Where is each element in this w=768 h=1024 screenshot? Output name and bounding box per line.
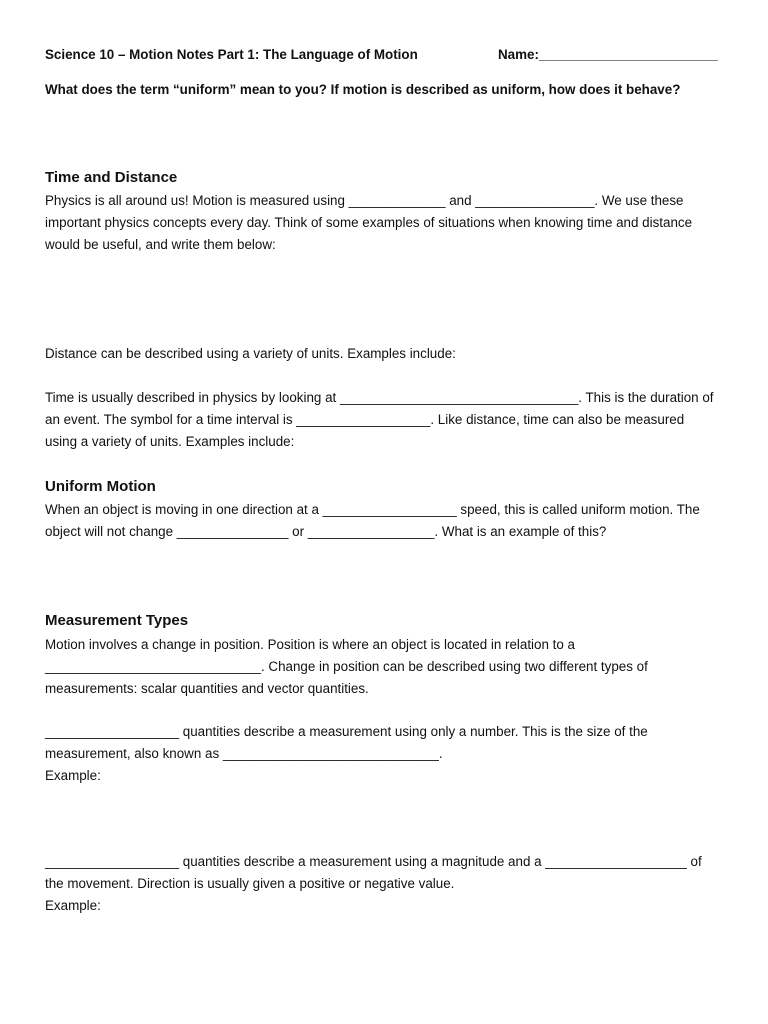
example-label: Example: bbox=[45, 898, 101, 913]
paragraph-line: __________________ quantities describe a measurement using only a number. This is the size of the bbox=[45, 724, 648, 739]
paragraph-line: would be useful, and write them below: bbox=[45, 237, 276, 252]
paragraph-line: an event. The symbol for a time interval is __________________. Like distance, time can also be measured bbox=[45, 412, 685, 427]
name-field: Name:________________________ bbox=[498, 47, 718, 62]
distance-units-line: Distance can be described using a variety of units. Examples include: bbox=[45, 346, 456, 361]
paragraph-line: __________________ quantities describe a measurement using a magnitude and a ___________________ of bbox=[45, 854, 702, 869]
paragraph-line: using a variety of units. Examples include: bbox=[45, 434, 295, 449]
example-label: Example: bbox=[45, 768, 101, 783]
paragraph-line: measurement, also known as _____________________________. bbox=[45, 746, 443, 761]
paragraph-line: Physics is all around us! Motion is measured using _____________ and ________________. We use these bbox=[45, 193, 684, 208]
paragraph-line: When an object is moving in one direction at a __________________ speed, this is called uniform motion. The bbox=[45, 502, 700, 517]
paragraph-line: _____________________________. Change in position can be described using two different types of bbox=[45, 659, 648, 674]
paragraph-line: the movement. Direction is usually given a positive or negative value. bbox=[45, 876, 455, 891]
paragraph-line: Motion involves a change in position. Position is where an object is located in relation to a bbox=[45, 637, 575, 652]
paragraph-line: Time is usually described in physics by looking at ________________________________. This is the duration of bbox=[45, 390, 714, 405]
paragraph-line: measurements: scalar quantities and vector quantities. bbox=[45, 681, 369, 696]
paragraph-line: object will not change _______________ or _________________. What is an example of this? bbox=[45, 524, 607, 539]
section-heading-measurement-types: Measurement Types bbox=[45, 612, 189, 629]
intro-question: What does the term “uniform” mean to you? If motion is described as uniform, how does it behave? bbox=[45, 82, 681, 97]
worksheet-title: Science 10 – Motion Notes Part 1: The Language of Motion bbox=[45, 47, 418, 62]
section-heading-uniform-motion: Uniform Motion bbox=[45, 478, 156, 495]
section-heading-time-distance: Time and Distance bbox=[45, 169, 178, 186]
paragraph-line: important physics concepts every day. Think of some examples of situations when knowing time and distance bbox=[45, 215, 693, 230]
